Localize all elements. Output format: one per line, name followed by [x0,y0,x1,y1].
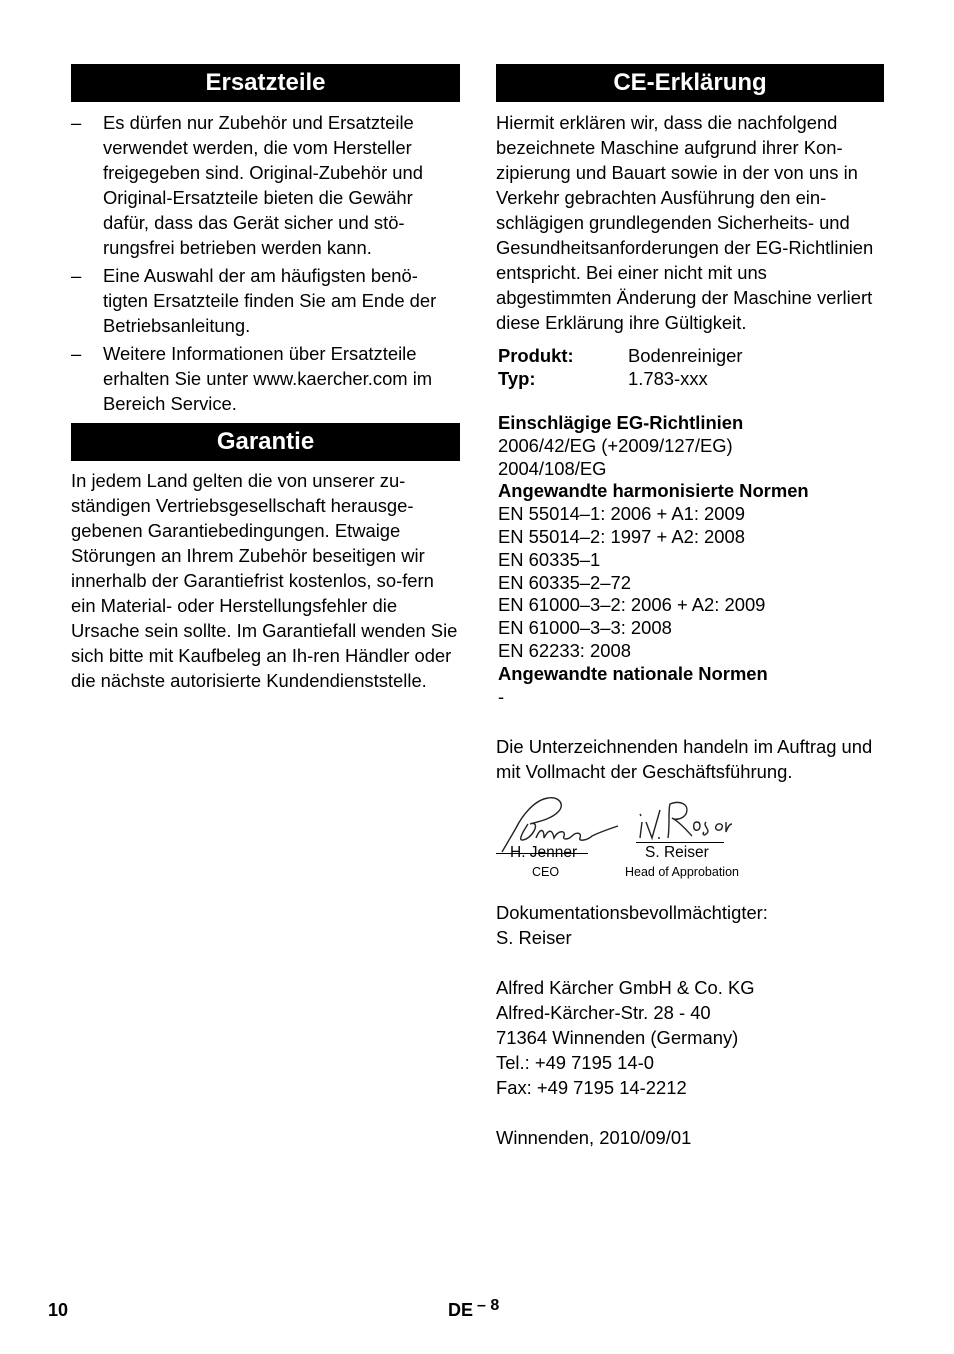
warranty-text: In jedem Land gelten die von unserer zu-ständigen Vertriebsgesellschaft herausge-gebenen Garantiebedingungen. Etwaige Störungen an Ihrem Zubehör beseitigen wir innerhalb der Garantiefrist kostenlos, so-fern ein Material- oder Herstellungsfehler die Ursache sein sollte. Im Garantiefall wenden Sie sich bitte mit Kaufbeleg an Ih-ren Händler oder die nächste autorisierte Kundendienststelle. [71,470,458,691]
doc-representative [496,900,884,950]
norm-line: EN 55014–1: 2006 + A1: 2009 [498,503,745,525]
list-item: – Es dürfen nur Zubehör und Ersatzteile verwendet werden, die vom Hersteller freigegeben sind. Original-Zubehör und Original-Ersatzteile bieten die Gewähr dafür, dass das Gerät sicher und stö-rungsfrei betrieben werden kann. [71,112,423,258]
list-item: – Weitere Informationen über Ersatzteile erhalten Sie unter www.kaercher.com im Bereich Service. [71,343,433,414]
address-line: Tel.: +49 7195 14-0 [496,1052,654,1074]
left-column [71,64,460,693]
signer-jenner-name: H. Jenner [510,844,578,862]
right-column [496,64,884,1150]
signature-line [636,842,724,843]
norm-line: EN 55014–2: 1997 + A2: 2008 [498,525,745,547]
company-address [496,975,884,1100]
signer-reiser-role: Head of Approbation [625,865,739,880]
list-item: – Eine Auswahl der am häufigsten benö-tigten Ersatzteile finden Sie am Ende der Betriebsanleitung. [71,265,437,336]
signer-reiser-name: S. Reiser [645,844,709,862]
directives-heading: Einschlägige EG-Richtlinien [498,412,744,433]
language-code: DE [448,1300,474,1320]
signatory-text: Die Unterzeichnenden handeln im Auftrag und mit Vollmacht der Geschäftsführung. [496,736,873,783]
directive-line: 2004/108/EG [498,457,607,479]
spare-parts-list [71,110,460,416]
product-label: Produkt: [498,345,574,366]
signature-block [496,794,884,884]
norm-line: EN 62233: 2008 [498,639,631,661]
doc-rep-label: Dokumentationsbevollmächtigter: [496,902,768,924]
type-value: 1.783-xxx [628,368,708,389]
page-number: 10 [48,1300,69,1320]
sub-page-number: – 8 [477,1297,500,1314]
norm-line: EN 60335–2–72 [498,571,631,593]
warranty-heading: Garantie [71,423,460,461]
ce-declaration-heading: CE-Erklärung [496,64,884,102]
footer-language [448,1297,500,1321]
norm-line: EN 61000–3–3: 2008 [498,617,672,639]
dash-marker: – [71,343,82,364]
harmonised-heading: Angewandte harmonisierte Normen [498,480,809,502]
norms-block [496,412,884,708]
product-value: Bodenreiniger [628,345,743,366]
norm-line: EN 60335–1 [498,548,601,570]
address-line: Fax: +49 7195 14-2212 [496,1077,687,1099]
directive-line: 2006/42/EG (+2009/127/EG) [498,434,733,456]
address-line: Alfred-Kärcher-Str. 28 - 40 [496,1002,711,1024]
ce-intro-text: Hiermit erklären wir, dass die nachfolgend bezeichnete Maschine aufgrund ihrer Kon-zipierung und Bauart sowie in der von uns in Verkehr gebrachten Ausführung den ein-schlägigen grundlegenden Sicherheits- und Gesundheitsanforderungen der EG-Richtlinien entspricht. Bei einer nicht mit uns abgestimmten Änderung der Maschine verliert diese Erklärung ihre Gültigkeit. [496,112,874,333]
table-row [496,344,743,367]
spare-parts-heading: Ersatzteile [71,64,460,102]
address-line: 71364 Winnenden (Germany) [496,1027,739,1049]
address-line: Alfred Kärcher GmbH & Co. KG [496,977,755,999]
dash-marker: – [71,112,82,133]
signature-reiser-icon [634,798,734,846]
type-label: Typ: [498,368,536,389]
signer-jenner-role: CEO [532,865,560,880]
national-value: - [498,685,505,707]
norm-line: EN 61000–3–2: 2006 + A2: 2009 [498,594,766,616]
product-spec-table [496,344,743,390]
place-date: Winnenden, 2010/09/01 [496,1127,692,1149]
doc-rep-name: S. Reiser [496,927,572,949]
national-heading: Angewandte nationale Normen [498,662,768,684]
dash-marker: – [71,265,82,286]
table-row [496,367,743,390]
